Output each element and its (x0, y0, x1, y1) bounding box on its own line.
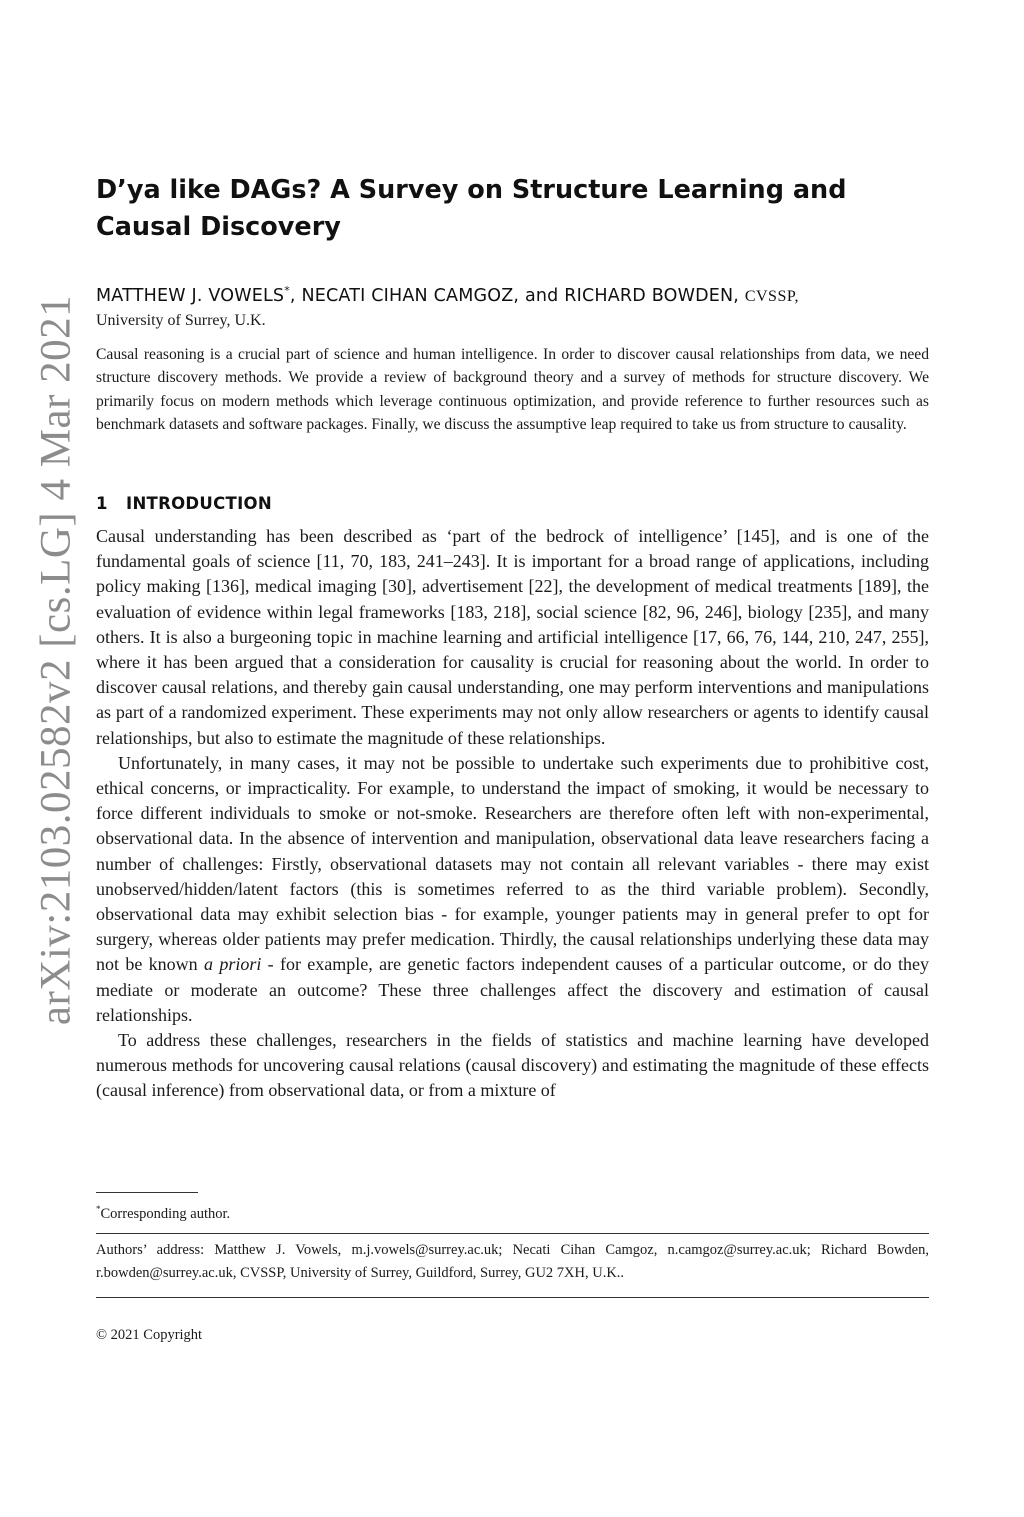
paragraph-2-part-1: Unfortunately, in many cases, it may not be possible to undertake such experiments due to prohibitive cost, ethical concerns, or impracticality. For example, to understand the impact of smoking, it would be necessary to force different individuals to smoke or not-smoke. Researchers are therefore often left with non-experimental, observational data. In the absence of intervention and manipulation, observational data leave researchers facing a number of challenges: Firstly, observational datasets may not contain all relevant variables - there may exist unobserved/hidden/latent factors (this is sometimes referred to as the third variable problem). Secondly, observational data may exhibit selection bias - for example, younger patients may in general prefer to opt for surgery, whereas older patients may prefer medication. Thirdly, the causal relationships underlying these data may not be known (96, 752, 929, 975)
body-paragraph-3: To address these challenges, researchers in the fields of statistics and machine learning have developed numerous methods for uncovering causal relations (causal discovery) and estimating the magnitude of these effects (causal inference) from observational data, or from a mixture of (96, 1030, 929, 1101)
address-top-divider (96, 1233, 929, 1234)
introduction-body (96, 524, 929, 1104)
section-number: 1 (96, 494, 108, 513)
first-author: MATTHEW J. VOWELS (96, 285, 285, 306)
footnote-text: Corresponding author. (100, 1205, 231, 1222)
other-authors: , NECATI CIHAN CAMGOZ, and RICHARD BOWDEN, (289, 285, 745, 306)
body-paragraph-1: Causal understanding has been described as ‘part of the bedrock of intelligence’ [145], and is one of the fundamental goals of science [11, 70, 183, 241–243]. It is important for a broad range of applications, including policy making [136], medical imaging [30], advertisement [22], the development of medical treatments [189], the evaluation of evidence within legal frameworks [183, 218], social science [82, 96, 246], biology [235], and many others. It is also a burgeoning topic in machine learning and artificial intelligence [17, 66, 76, 144, 210, 247, 255], where it has been argued that a consideration for causality is crucial for reasoning about the world. In order to discover causal relations, and thereby gain causal understanding, one may perform interventions and manipulations as part of a randomized experiment. These experiments may not only allow researchers or agents to identify causal relationships, but also to estimate the magnitude of these relationships. (96, 526, 929, 748)
footnote-rule (96, 1192, 198, 1193)
italic-a-priori: a priori (203, 954, 262, 975)
affiliation-group: CVSSP, (744, 287, 799, 305)
abstract: Causal reasoning is a crucial part of science and human intelligence. In order to discover causal relationships from data, we need structure discovery methods. We provide a review of background theory and a survey of methods for structure discovery. We primarily focus on modern methods which leverage continuous optimization, and provide reference to further resources such as benchmark datasets and software packages. Finally, we discuss the assumptive leap required to take us from structure to causality. (96, 346, 929, 434)
footnote-mark: * (96, 1204, 101, 1214)
affiliation-institution: University of Surrey, U.K. (96, 312, 266, 329)
section-title: INTRODUCTION (126, 494, 272, 513)
corresponding-author-mark: * (284, 284, 290, 297)
paper-title: D’ya like DAGs? A Survey on Structure Learning and Causal Discovery (96, 175, 847, 242)
section-heading-introduction (96, 494, 272, 513)
address-bottom-divider (96, 1297, 929, 1298)
authors-address: Authors’ address: Matthew J. Vowels, m.j.vowels@surrey.ac.uk; Necati Cihan Camgoz, n.camgoz@surrey.ac.uk; Richard Bowden, r.bowden@surrey.ac.uk, CVSSP, University of Surrey, Guildford, Surrey, GU2 7XH, U.K.. (96, 1242, 929, 1281)
arxiv-identifier-stamp: arXiv:2103.02582v2 [cs.LG] 4 Mar 2021 (32, 294, 80, 1026)
paragraph-2-part-2: - for example, are genetic factors independent causes of a particular outcome, or do they mediate or moderate an outcome? These three challenges affect the discovery and estimation of causal relationships. (96, 954, 929, 1025)
body-paragraph-2 (96, 751, 929, 1028)
footnote (96, 1199, 230, 1224)
copyright-notice: © 2021 Copyright (96, 1327, 203, 1343)
author-list (96, 278, 936, 310)
